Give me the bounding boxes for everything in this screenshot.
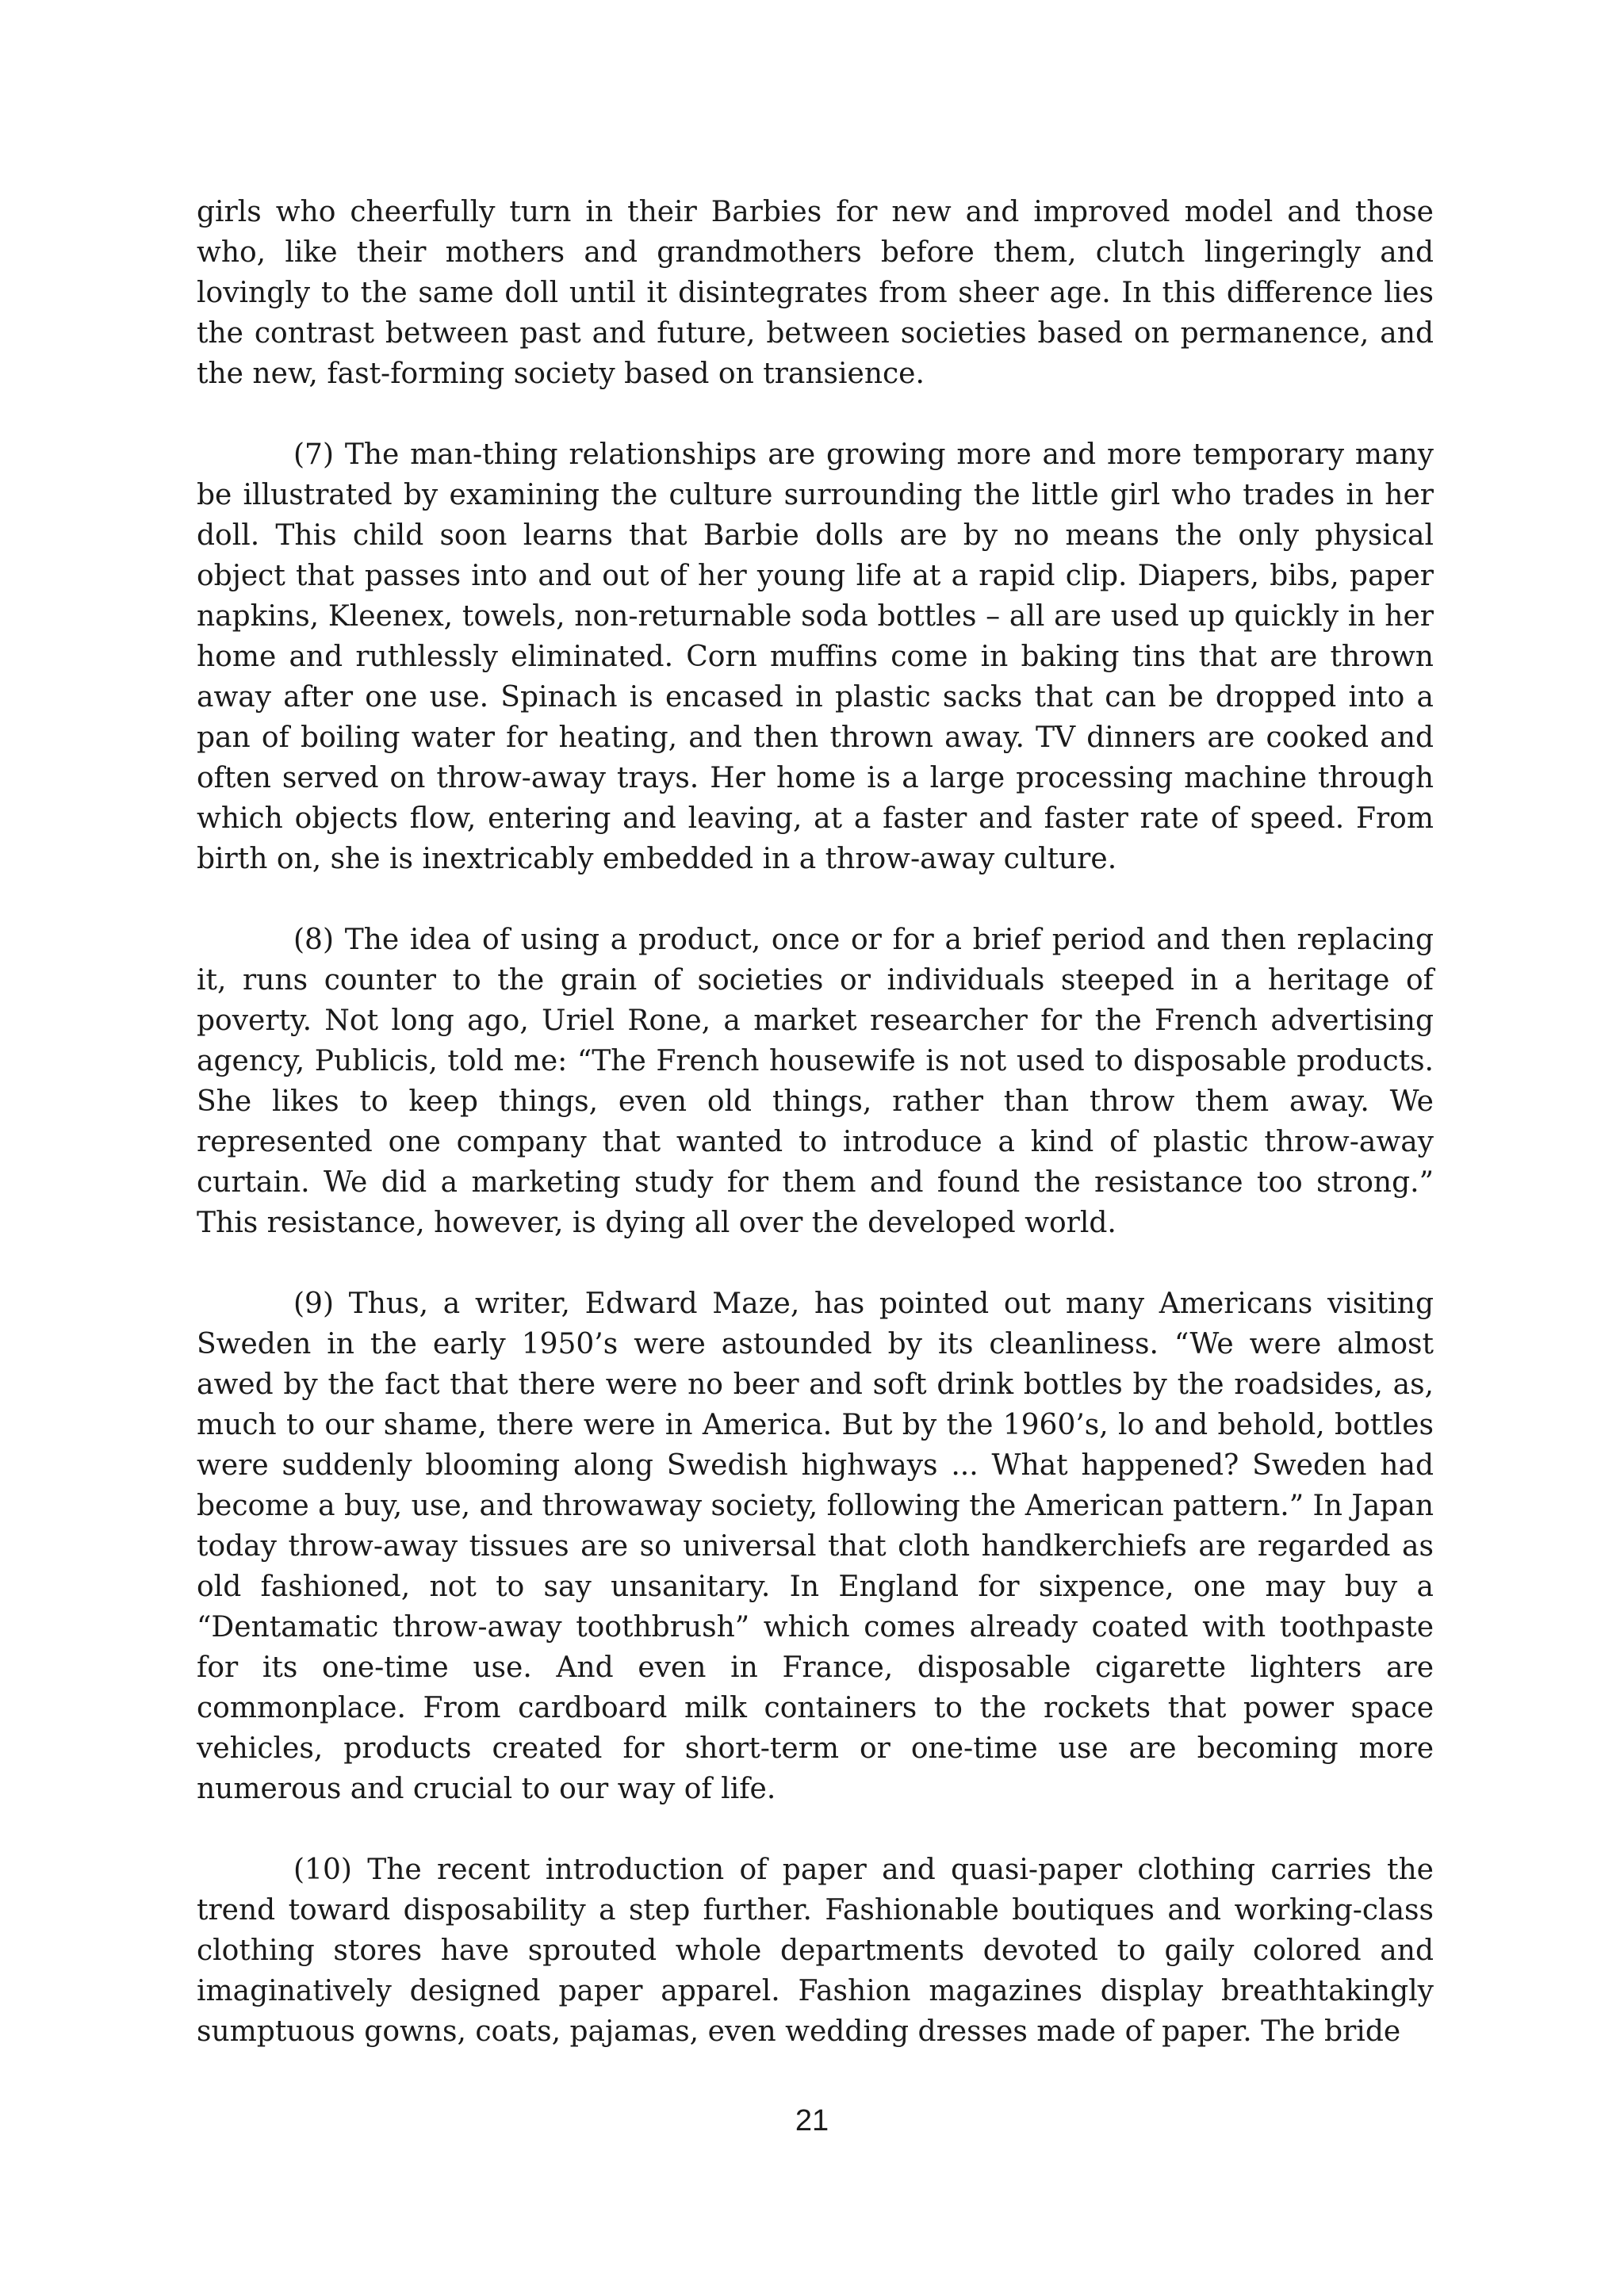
body-text <box>197 192 1434 2092</box>
paragraph-10: (10) The recent introduction of paper and quasi-paper clothing carries the trend toward disposability a step further. Fashionable boutiques and working-class clothing stores have sprouted whole departments devoted to gaily colored and imaginatively designed paper apparel. Fashion magazines display breathtakingly sumptuous gowns, coats, pajamas, even wedding dresses made of paper. The bride <box>197 1854 1434 2048</box>
paragraph-8: (8) The idea of using a product, once or for a brief period and then replacing it, runs counter to the grain of societies or individuals steeped in a heritage of poverty. Not long ago, Uriel Rone, a market researcher for the French advertising agency, Publicis, told me: “The French housewife is not used to disposable products. She likes to keep things, even old things, rather than throw them away. We represented one company that wanted to introduce a kind of plastic throw-away curtain. We did a marketing study for them and found the resistance too strong.” This resistance, however, is dying all over the developed world. <box>197 924 1434 1239</box>
page-number: 21 <box>795 2104 829 2137</box>
paragraph-7: (7) The man-thing relationships are growing more and more temporary many be illustrated by examining the culture surrounding the little girl who trades in her doll. This child soon learns that Barbie dolls are by no means the only physical object that passes into and out of her young life at a rapid clip. Diapers, bibs, paper napkins, Kleenex, towels, non-returnable soda bottles – all are used up quickly in her home and ruthlessly eliminated. Corn muffins come in baking tins that are thrown away after one use. Spinach is encased in plastic sacks that can be dropped into a pan of boiling water for heating, and then thrown away. TV dinners are cooked and often served on throw-away trays. Her home is a large processing machine through which objects flow, entering and leaving, at a faster and faster rate of speed. From birth on, she is inextricably embedded in a throw-away culture. <box>197 438 1434 875</box>
paragraph-9: (9) Thus, a writer, Edward Maze, has pointed out many Americans visiting Sweden in the early 1950’s were astounded by its cleanliness. “We were almost awed by the fact that there were no beer and soft drink bottles by the roadsides, as, much to our shame, there were in America. But by the 1960’s, lo and behold, bottles were suddenly blooming along Swedish highways ... What happened? Sweden had become a buy, use, and throwaway society, following the American pattern.” In Japan today throw-away tissues are so universal that cloth handkerchiefs are regarded as old fashioned, not to say unsanitary. In England for sixpence, one may buy a “Dentamatic throw-away toothbrush” which comes already coated with toothpaste for its one-time use. And even in France, disposable cigarette lighters are commonplace. From cardboard milk containers to the rockets that power space vehicles, products created for short-term or one-time use are becoming more numerous and crucial to our way of life. <box>197 1288 1434 1805</box>
paragraph-continuation: girls who cheerfully turn in their Barbies for new and improved model and those who, like their mothers and grandmothers before them, clutch lingeringly and lovingly to the same doll until it disintegrates from sheer age. In this difference lies the contrast between past and future, between societies based on permanence, and the new, fast-forming society based on transience. <box>197 196 1434 390</box>
